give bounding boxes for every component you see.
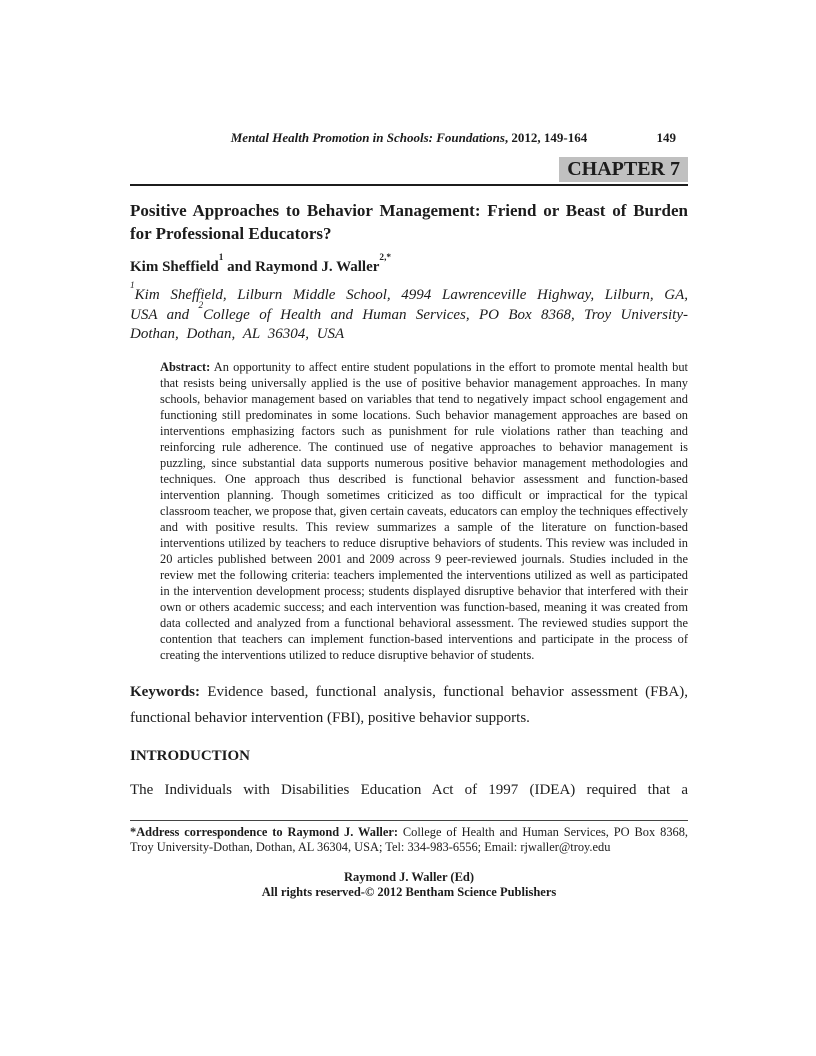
authors-line (130, 253, 688, 277)
chapter-badge: CHAPTER 7 (559, 157, 688, 182)
running-header-book-title: Mental Health Promotion in Schools: Foundations (230, 130, 505, 145)
abstract-block (160, 359, 688, 663)
running-header-edition-info: , 2012, 149-164 (504, 130, 588, 145)
correspondence-footnote (130, 820, 688, 856)
abstract-label: Abstract: (160, 359, 211, 374)
footnote-text: College of Health and Human Services, PO Box 8368, Troy University-Dothan, Dothan, AL 36304, USA; Tel: 334-983-6556; Email: rjwaller@troy.edu (130, 824, 689, 854)
chapter-row (130, 157, 688, 186)
affiliation-text-1: Kim Sheffield, Lilburn Middle School, 4994 Lawrenceville Highway, Lilburn, GA, USA and (130, 287, 688, 323)
affiliation-text-2: College of Health and Human Services, PO Box 8368, Troy University-Dothan, Dothan, AL 36304, USA (130, 306, 688, 342)
footer-rights-line: All rights reserved-© 2012 Bentham Science Publishers (261, 885, 557, 899)
author-name-2: Raymond J. Waller (255, 259, 380, 275)
affiliation-marker-1: 1 (130, 281, 135, 292)
footer-editor-line: Raymond J. Waller (Ed) (343, 869, 475, 884)
running-header (130, 130, 688, 146)
introduction-paragraph: The Individuals with Disabilities Education Act of 1997 (IDEA) required that a (130, 781, 688, 798)
keywords-text: Evidence based, functional analysis, functional behavior assessment (FBA), functional behavior intervention (FBI), positive behavior supports. (130, 683, 689, 726)
keywords-label: Keywords: (130, 683, 200, 700)
introduction-heading: INTRODUCTION (130, 747, 251, 764)
page-content (130, 0, 688, 901)
authors-connector: and (223, 259, 256, 275)
author-affiliation-marker-1: 1 (218, 253, 224, 264)
article-title: Positive Approaches to Behavior Management: Friend or Beast of Burden for Professional Educators? (130, 201, 688, 243)
affiliation (130, 281, 688, 345)
author-name-1: Kim Sheffield (130, 259, 219, 275)
author-affiliation-marker-2: 2,* (379, 253, 392, 264)
abstract-text: An opportunity to affect entire student populations in the effort to promote mental health but that resists being universally applied is the use of positive behavior management approaches. In many schools, behavior management based on variables that tend to negatively impact school engagement and functioning still predominates in some locations. Such behavior management approaches are based on interventions emphasizing factors such as punishment for rule violations rather than teaching and reinforcing rule adherence. The continued use of negative approaches to behavior management is puzzling, since substantial data supports numerous positive behavior management methodologies and techniques. One approach thus described is functional behavior assessment and function-based intervention planning. Though sometimes criticized as too difficult or impractical for the typical classroom teacher, we propose that, given certain caveats, educators can employ the techniques effectively and with positive results. This review summarizes a sample of the literature on function-based interventions utilized by teachers to reduce disruptive behaviors of students. This review was included in 20 articles published between 2001 and 2009 across 9 peer-reviewed journals. Studies included in the review met the following criteria: teachers implemented the interventions utilized as well as participated in the intervention development process; students displayed disruptive behavior that interfered with their own or others academic success; and each intervention was function-based, meaning it was created from data collected and analyzed from a functional behavioral assessment. The reviewed studies support the contention that teachers can implement function-based interventions and participate in the process of creating the interventions utilized to reduce disruptive behavior of students. (160, 359, 688, 662)
publisher-footer (130, 870, 688, 901)
keywords-paragraph (130, 679, 688, 732)
affiliation-marker-2: 2 (198, 300, 204, 311)
footnote-label: *Address correspondence to Raymond J. Waller: (130, 824, 398, 839)
running-header-page-number: 149 (656, 130, 676, 145)
